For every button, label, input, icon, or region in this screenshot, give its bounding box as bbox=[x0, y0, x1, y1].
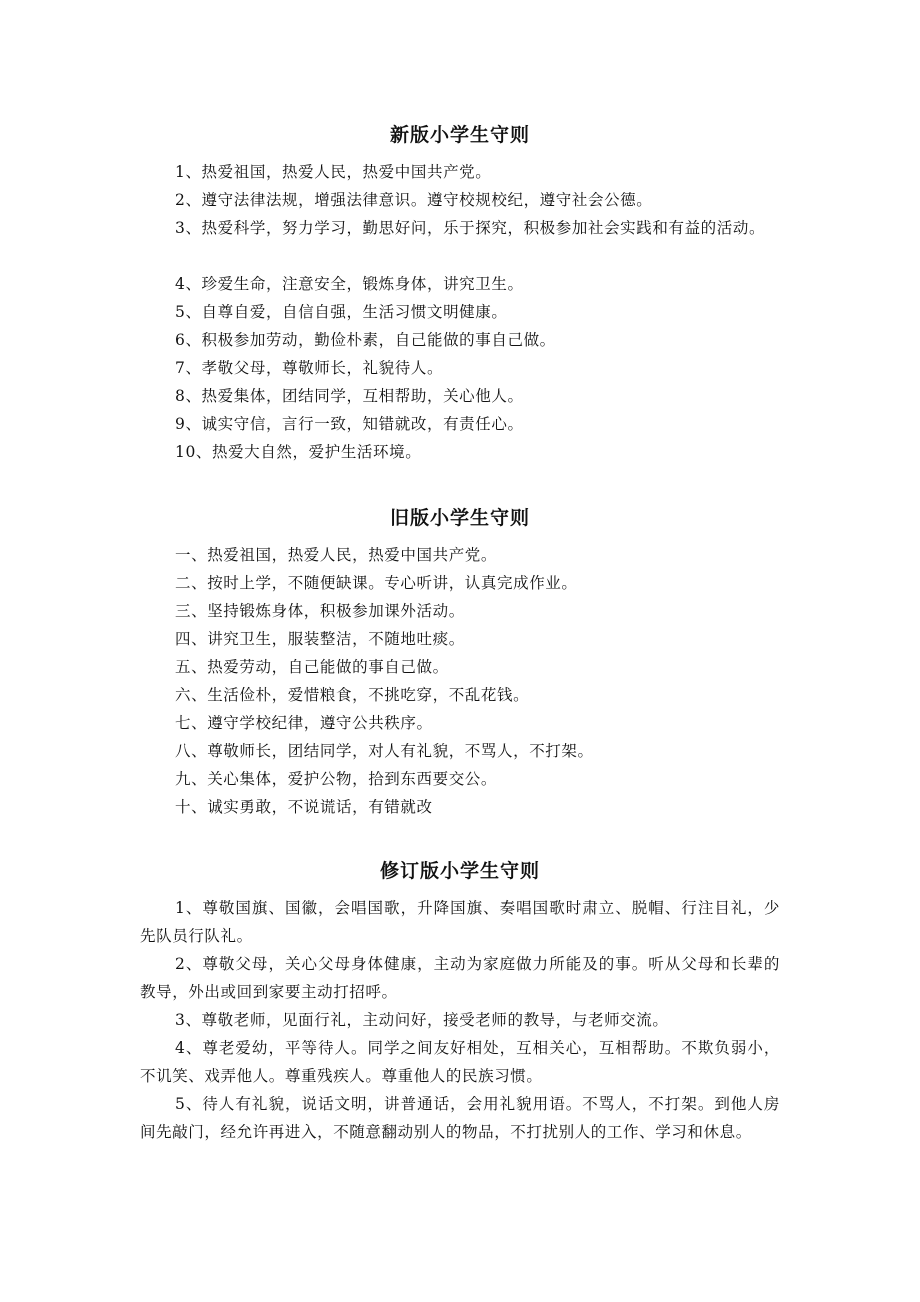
old-version-item-7: 七、遵守学校纪律，遵守公共秩序。 bbox=[175, 714, 433, 732]
revised-version-item-5: 5、待人有礼貌，说话文明，讲普通话，会用礼貌用语。不骂人，不打架。到他人房间先敲门，经允许再进入，不随意翻动别人的物品，不打扰别人的工作、学习和休息。 bbox=[140, 1095, 780, 1141]
new-version-item-10: 10、热爱大自然，爱护生活环境。 bbox=[175, 443, 422, 461]
new-version-item-3: 3、热爱科学，努力学习，勤思好问，乐于探究，积极参加社会实践和有益的活动。 bbox=[175, 219, 766, 237]
new-version-title: 新版小学生守则 bbox=[389, 124, 530, 146]
new-version-item-6: 6、积极参加劳动，勤俭朴素，自己能做的事自己做。 bbox=[175, 331, 556, 349]
new-version-item-4: 4、珍爱生命，注意安全，锻炼身体，讲究卫生。 bbox=[175, 275, 524, 293]
new-version-item-5: 5、自尊自爱，自信自强，生活习惯文明健康。 bbox=[175, 303, 508, 321]
old-version-item-2: 二、按时上学，不随便缺课。专心听讲，认真完成作业。 bbox=[175, 574, 578, 592]
revised-version-item-2: 2、尊敬父母，关心父母身体健康，主动为家庭做力所能及的事。听从父母和长辈的教导，外出或回到家要主动打招呼。 bbox=[140, 955, 780, 1001]
revised-version-item-3: 3、尊敬老师，见面行礼，主动问好，接受老师的教导，与老师交流。 bbox=[175, 1011, 669, 1029]
new-version-item-1: 1、热爱祖国，热爱人民，热爱中国共产党。 bbox=[175, 163, 492, 181]
old-version-item-10: 十、诚实勇敢，不说谎话，有错就改 bbox=[175, 798, 433, 816]
revised-version-title: 修订版小学生守则 bbox=[379, 860, 540, 882]
old-version-item-5: 五、热爱劳动，自己能做的事自己做。 bbox=[175, 658, 449, 676]
old-version-item-9: 九、关心集体，爱护公物，拾到东西要交公。 bbox=[175, 770, 498, 788]
old-version-item-3: 三、坚持锻炼身体，积极参加课外活动。 bbox=[175, 602, 465, 620]
old-version-item-8: 八、尊敬师长，团结同学，对人有礼貌，不骂人，不打架。 bbox=[175, 742, 594, 760]
new-version-item-8: 8、热爱集体，团结同学，互相帮助，关心他人。 bbox=[175, 387, 524, 405]
old-version-item-4: 四、讲究卫生，服装整洁，不随地吐痰。 bbox=[175, 630, 465, 648]
revised-version-item-1: 1、尊敬国旗、国徽，会唱国歌，升降国旗、奏唱国歌时肃立、脱帽、行注目礼，少先队员行队礼。 bbox=[140, 899, 780, 945]
old-version-item-1: 一、热爱祖国，热爱人民，热爱中国共产党。 bbox=[175, 546, 498, 564]
revised-version-item-4: 4、尊老爱幼，平等待人。同学之间友好相处，互相关心，互相帮助。不欺负弱小，不讥笑、戏弄他人。尊重残疾人。尊重他人的民族习惯。 bbox=[140, 1039, 780, 1085]
new-version-item-9: 9、诚实守信，言行一致，知错就改，有责任心。 bbox=[175, 415, 524, 433]
new-version-item-7: 7、孝敬父母，尊敬师长，礼貌待人。 bbox=[175, 359, 444, 377]
new-version-item-2: 2、遵守法律法规，增强法律意识。遵守校规校纪，遵守社会公德。 bbox=[175, 191, 653, 209]
old-version-item-6: 六、生活俭朴，爱惜粮食，不挑吃穿，不乱花钱。 bbox=[175, 686, 530, 704]
old-version-title: 旧版小学生守则 bbox=[389, 507, 530, 529]
